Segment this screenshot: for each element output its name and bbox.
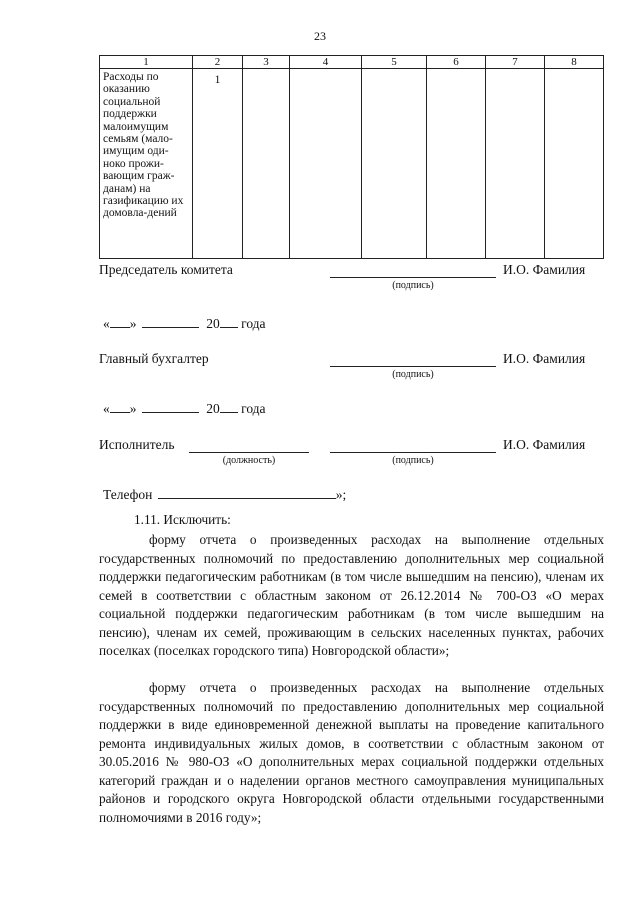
phone-line xyxy=(103,487,346,503)
phone-label: Телефон xyxy=(103,487,153,502)
col-header: 8 xyxy=(545,56,604,69)
col-header: 2 xyxy=(193,56,243,69)
position-line xyxy=(189,452,309,453)
signature-line xyxy=(330,366,496,367)
col-header: 4 xyxy=(290,56,362,69)
section-heading: 1.11. Исключить: xyxy=(134,512,231,527)
report-table xyxy=(99,55,604,259)
table-cell xyxy=(362,69,427,259)
paragraph-2-text: форму отчета о произведенных расходах на выполнение отдельных государственных полномочий по предоставлению дополнительных мер социальной поддержки в виде единовременной денежной выплаты на проведение капитального ремонта индивидуальных жилых домов, в соответствии с областным законом от 30.05.2016 № 980-ОЗ «О дополнительных мерах социальной поддержки отдельных категорий граждан и о наделении органов местного самоуправления муниципальных районов и городского округа Новгородской области отдельными государственными полномочиями в 2016 году»; xyxy=(99,680,604,825)
table-cell xyxy=(427,69,486,259)
table-header-row xyxy=(100,56,604,69)
col-header: 5 xyxy=(362,56,427,69)
phone-close: »; xyxy=(335,487,347,502)
chief-accountant-name: И.О. Фамилия xyxy=(503,351,586,366)
row-label: Расходы по оказанию социальной поддержки малоимущим семьям (мало-имущим оди-ноко прожи-вающим граж-данам) на газификацию их домовла-дений xyxy=(100,69,193,259)
year-suffix: года xyxy=(241,316,266,331)
table-row xyxy=(100,69,604,259)
date-line-1 xyxy=(103,316,266,332)
signature-caption: (подпись) xyxy=(392,280,434,291)
quote-open: « xyxy=(103,316,110,331)
col-header: 7 xyxy=(486,56,545,69)
row-col2: 1 xyxy=(193,69,243,259)
position-caption: (должность) xyxy=(222,455,276,466)
table-cell xyxy=(545,69,604,259)
date-line-2 xyxy=(103,401,266,417)
year-prefix: 20 xyxy=(206,316,220,331)
quote-open: « xyxy=(103,401,110,416)
signature-line xyxy=(330,277,496,278)
year-prefix: 20 xyxy=(206,401,220,416)
signature-caption: (подпись) xyxy=(392,455,434,466)
paragraph-2 xyxy=(99,679,604,827)
paragraph-1-text: форму отчета о произведенных расходах на выполнение отдельных государственных полномочий по предоставлению дополнительных мер социальной поддержки педагогическим работникам (в том числе вышедшим на пенсию), членам их семей в соответствии с областным законом от 26.12.2014 № 700-ОЗ «О мерах социальной поддержки педагогическим работникам (в том числе вышедшим на пенсию), членам их семей, проживающим в сельских населенных пунктах, рабочих поселках (поселках городского типа) Новгородской области»; xyxy=(99,532,604,658)
table-cell xyxy=(486,69,545,259)
chairman-label: Председатель комитета xyxy=(99,262,233,277)
table-cell xyxy=(243,69,290,259)
chairman-name: И.О. Фамилия xyxy=(503,262,586,277)
table-cell xyxy=(290,69,362,259)
year-suffix: года xyxy=(241,401,266,416)
chief-accountant-label: Главный бухгалтер xyxy=(99,351,209,366)
paragraph-1 xyxy=(99,531,604,661)
executor-name: И.О. Фамилия xyxy=(503,437,586,452)
col-header: 6 xyxy=(427,56,486,69)
quote-close: » xyxy=(129,316,137,331)
quote-close: » xyxy=(129,401,137,416)
executor-label: Исполнитель xyxy=(99,437,175,452)
signature-line xyxy=(330,452,496,453)
col-header: 1 xyxy=(100,56,193,69)
page-number: 23 xyxy=(314,29,326,43)
col-header: 3 xyxy=(243,56,290,69)
signature-caption: (подпись) xyxy=(392,369,434,380)
